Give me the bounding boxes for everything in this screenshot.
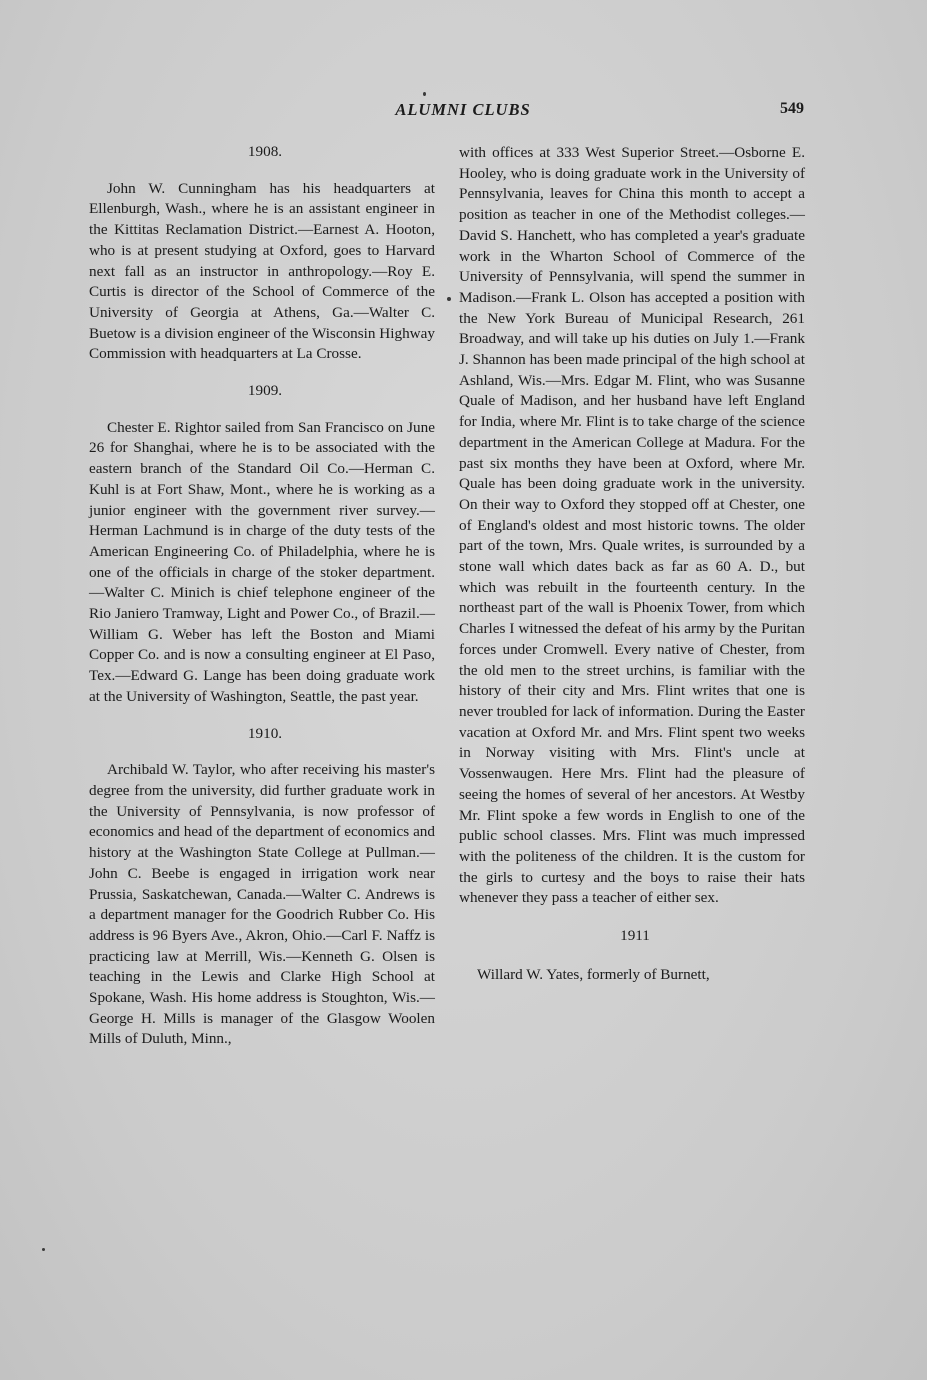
left-column xyxy=(89,142,435,1066)
year-heading-1909: 1909. xyxy=(247,382,283,400)
right-column xyxy=(459,143,805,1002)
running-head: ALUMNI CLUBS xyxy=(395,100,531,119)
year-heading-1910: 1910. xyxy=(247,724,283,742)
class-notes-1908: John W. Cunningham has his headquarters at Ellenburgh, Wash., where he is an assistant engineer in the Kittitas Reclamation District.—Earnest A. Hooton, who is at present studying at Oxford, goes to Harvard next fall as an instructor in anthropology.—Roy E. Curtis is director of the School of Commerce of the University of Georgia at Athens, Ga.—Walter C. Buetow is a division engineer of the Wisconsin Highway Commission with headquarters at La Crosse. xyxy=(89,179,435,363)
class-notes-1909: Chester E. Rightor sailed from San Francisco on June 26 for Shanghai, where he is to be associated with the eastern branch of the Standard Oil Co.—Herman C. Kuhl is at Fort Shaw, Mont., where he is working as a junior engineer with the government river survey.—Herman Lachmund is in charge of the duty tests of the American Engineering Co. of Philadelphia, where he is one of the officials in charge of the stoker department. —Walter C. Minich is chief telephone engineer of the Rio Janiero Tramway, Light and Power Co., of Brazil.—William G. Weber has left the Boston and Miami Copper Co. and is now a consulting engineer at El Paso, Tex.—Edward G. Lange has been doing graduate work at the University of Washington, Seattle, the past year. xyxy=(89,418,435,705)
year-heading-1908: 1908. xyxy=(247,143,283,160)
class-notes-1910: Archibald W. Taylor, who after receiving his master's degree from the university, did further graduate work in the University of Pennsylvania, is now professor of economics and head of the department of economics and history at the Washington State College at Pullman.—John C. Beebe is engaged in irrigation work near Prussia, Saskatchewan, Canada.—Walter C. Andrews is a department manager for the Goodrich Rubber Co. His address is 96 Byers Ave., Akron, Ohio.—Carl F. Naffz is practicing law at Merrill, Wis.—Kenneth G. Olsen is teaching in the Lewis and Clarke High School at Spokane, Wash. His home address is Stoughton, Wis.—George H. Mills is manager of the Glasgow Woolen Mills of Duluth, Minn., xyxy=(89,761,435,1048)
page-number: 549 xyxy=(780,100,804,117)
class-notes-1910-continued: with offices at 333 West Superior Street.—Osborne E. Hooley, who is doing graduate work in the University of Pennsylvania, leaves for China this month to accept a position as teacher in one of the Methodist colleges.—David S. Hanchett, who has completed a year's graduate work in the Wharton School of Commerce of the University of Pennsylvania, will spend the summer in Madison.—Frank L. Olson has accepted a position with the New York Bureau of Municipal Research, 261 Broadway, and will take up his duties on July 1.—Frank J. Shannon has been made principal of the high school at Ashland, Wis.—Mrs. Edgar M. Flint, who was Susanne Quale of Madison, and her husband have left England for India, where Mr. Flint is to take charge of the science department in the American College at Madura. For the past six months they have been at Oxford, where Mr. Quale has been doing graduate work in the university. On their way to Oxford they stopped off at Chester, one of England's oldest and most historic towns. The older part of the town, Mrs. Quale writes, is surrounded by a stone wall which dates back as far as 60 A. D., but which was rebuilt in the fourteenth century. In the northeast part of the wall is Phoenix Tower, from which Charles I witnessed the defeat of his army by the Puritan forces under Cromwell. Every native of Chester, from the old men to the street urchins, is familiar with the history of their city and Mrs. Flint writes that one is never troubled for lack of information. During the Easter vacation at Oxford Mr. and Mrs. Flint spent two weeks in Norway visiting with Mrs. Flint's uncle at Vossenwaugen. Here Mrs. Flint had the pleasure of seeing the homes of several of her ancestors. At Westby Mr. Flint spoke a few words in English to one of the public school classes. Mrs. Flint was much impressed with the politeness of the children. It is the custom for the girls to curtesy and the boys to raise their hats whenever they pass a teacher of either sex. xyxy=(459,144,805,907)
page-header xyxy=(88,100,804,124)
ink-speck xyxy=(423,92,426,96)
year-heading-1911: 1911 xyxy=(620,927,650,945)
ink-speck xyxy=(447,297,451,301)
ink-speck xyxy=(42,1248,45,1251)
class-notes-1911: Willard W. Yates, formerly of Burnett, xyxy=(477,965,710,983)
